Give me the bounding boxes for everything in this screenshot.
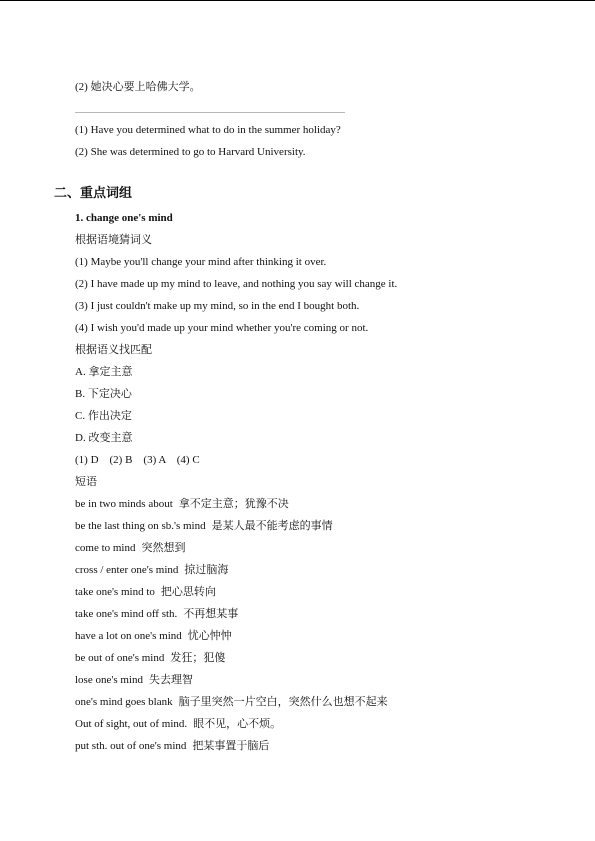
phrase-row — [75, 519, 333, 533]
phrase-en: take one's mind to — [75, 586, 155, 598]
answer-divider — [75, 112, 345, 113]
phrase-en: be out of one's mind — [75, 652, 165, 664]
phrases-label: 短语 — [75, 476, 97, 488]
phrase-row — [75, 695, 388, 709]
phrase-row — [75, 607, 238, 621]
phrase-zh: 脑子里突然一片空白，突然什么也想不起来 — [178, 696, 388, 708]
example-2: (2) I have made up my mind to leave, and nothing you say will change it. — [75, 278, 398, 290]
phrase-title: 1. change one's mind — [75, 212, 173, 224]
example-4: (4) I wish you'd made up your mind whether you're coming or not. — [75, 322, 369, 334]
phrase-en: Out of sight, out of mind. — [75, 718, 188, 730]
phrase-zh: 眼不见，心不烦。 — [193, 718, 282, 730]
guess-meaning-label: 根据语境猜词义 — [75, 234, 152, 246]
phrase-zh: 掠过脑海 — [184, 564, 229, 576]
section-title: 二、重点词组 — [54, 186, 133, 201]
match-label: 根据语义找匹配 — [75, 344, 152, 356]
option-b: B. 下定决心 — [75, 388, 132, 400]
phrase-row — [75, 585, 216, 599]
phrase-row — [75, 541, 186, 555]
phrase-row — [75, 673, 193, 687]
phrase-en: take one's mind off sth. — [75, 608, 178, 620]
phrase-en: come to mind — [75, 542, 136, 554]
match-answers: (1) D (2) B (3) A (4) C — [75, 454, 200, 466]
phrase-zh: 把某事置于脑后 — [192, 740, 270, 752]
phrase-en: be in two minds about — [75, 498, 173, 510]
phrase-zh: 发狂；犯傻 — [170, 652, 226, 664]
phrase-zh: 忧心忡忡 — [187, 630, 232, 642]
phrase-row — [75, 563, 228, 577]
answer-2: (2) She was determined to go to Harvard University. — [75, 146, 306, 158]
answer-1: (1) Have you determined what to do in the summer holiday? — [75, 124, 341, 136]
phrase-row — [75, 629, 232, 643]
phrase-en: have a lot on one's mind — [75, 630, 182, 642]
phrase-en: be the last thing on sb.'s mind — [75, 520, 206, 532]
example-3: (3) I just couldn't make up my mind, so in the end I bought both. — [75, 300, 360, 312]
intro-item-2-chinese: (2) 她决心要上哈佛大学。 — [75, 81, 201, 93]
option-c: C. 作出决定 — [75, 410, 132, 422]
page-top-border — [0, 0, 595, 1]
example-1: (1) Maybe you'll change your mind after thinking it over. — [75, 256, 327, 268]
option-d: D. 改变主意 — [75, 432, 133, 444]
phrase-en: cross / enter one's mind — [75, 564, 179, 576]
phrase-zh: 是某人最不能考虑的事情 — [211, 520, 333, 532]
phrase-row — [75, 651, 225, 665]
phrase-row — [75, 717, 281, 731]
phrase-en: lose one's mind — [75, 674, 143, 686]
phrase-zh: 突然想到 — [141, 542, 186, 554]
phrase-zh: 拿不定主意；犹豫不决 — [178, 498, 289, 510]
phrase-zh: 不再想某事 — [183, 608, 239, 620]
phrase-row — [75, 739, 269, 753]
phrase-zh: 失去理智 — [148, 674, 193, 686]
phrase-en: one's mind goes blank — [75, 696, 173, 708]
phrase-en: put sth. out of one's mind — [75, 740, 187, 752]
phrase-row — [75, 497, 289, 511]
option-a: A. 拿定主意 — [75, 366, 133, 378]
phrase-zh: 把心思转向 — [160, 586, 216, 598]
